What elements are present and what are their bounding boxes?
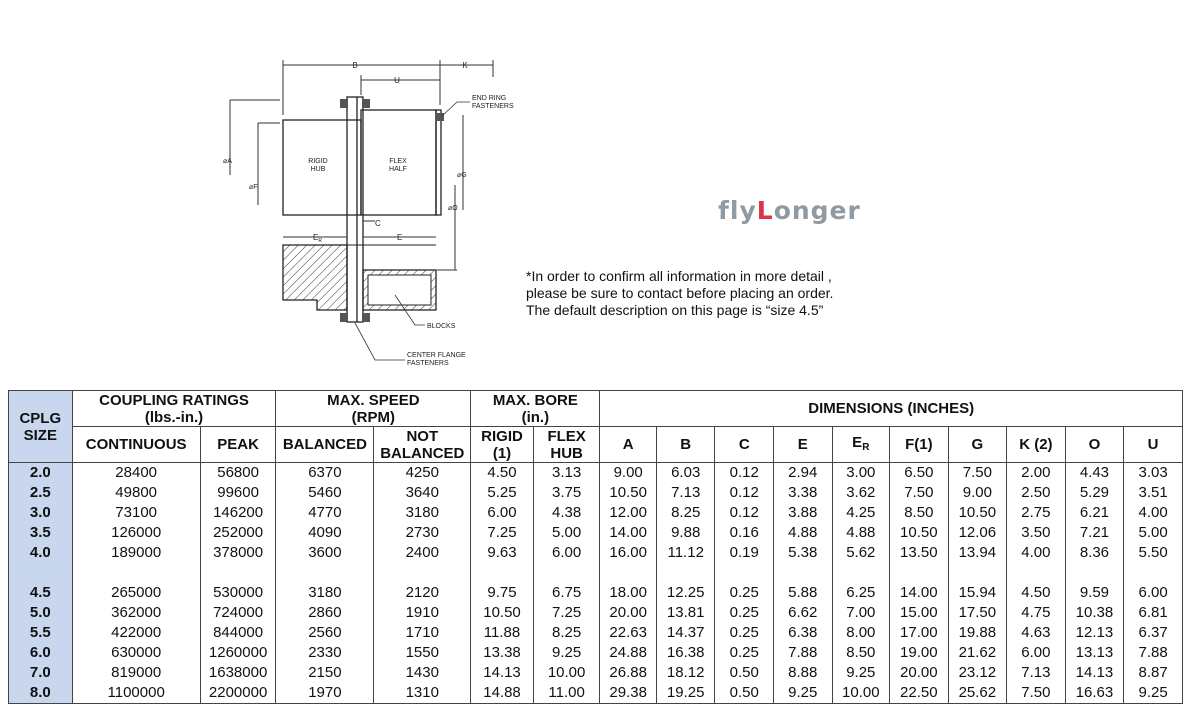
table-cell: 4.50: [471, 463, 534, 484]
table-cell: 9.25: [1124, 683, 1183, 704]
table-cell: 9.25: [774, 683, 833, 704]
table-cell: 844000: [200, 623, 276, 643]
dim-label-c: [375, 219, 381, 228]
table-cell: 1430: [374, 663, 471, 683]
table-cell: 8.36: [1065, 543, 1124, 563]
size-cell: 2.5: [9, 483, 73, 503]
header-peak: PEAK: [200, 427, 276, 463]
header-rigid-line2: (1): [492, 444, 512, 462]
table-cell: 630000: [72, 643, 200, 663]
table-cell: 16.38: [656, 643, 715, 663]
table-cell: 7.50: [890, 483, 949, 503]
size-cell: 2.0: [9, 463, 73, 484]
table-cell: 18.00: [600, 583, 657, 603]
table-cell: 6.62: [774, 603, 833, 623]
size-cell: 4.5: [9, 583, 73, 603]
table-cell: 16.63: [1065, 683, 1124, 704]
table-cell: 189000: [72, 543, 200, 563]
table-cell: 11.00: [533, 683, 600, 704]
header-size-line2: SIZE: [23, 426, 57, 444]
table-row: [9, 463, 1183, 484]
table-cell: 3180: [276, 583, 374, 603]
table-cell: 0.50: [715, 663, 774, 683]
table-cell: 19.00: [890, 643, 949, 663]
table-cell: 0.25: [715, 623, 774, 643]
table-cell: 2330: [276, 643, 374, 663]
table-cell: 10.50: [600, 483, 657, 503]
table-cell: 9.75: [471, 583, 534, 603]
header-bore-line1: MAX. BORE: [492, 391, 578, 409]
table-cell: 22.50: [890, 683, 949, 704]
table-cell: 9.63: [471, 543, 534, 563]
table-cell: 724000: [200, 603, 276, 623]
logo-prefix: fly: [718, 196, 757, 225]
table-cell: 530000: [200, 583, 276, 603]
table-cell: 5.88: [774, 583, 833, 603]
dim-label-o: ⌀O: [448, 205, 458, 212]
spacer-cell: [276, 563, 374, 583]
header-speed-line1: MAX. SPEED: [327, 391, 420, 409]
spacer-cell: [9, 563, 73, 583]
table-cell: 11.88: [471, 623, 534, 643]
table-cell: 6.38: [774, 623, 833, 643]
size-cell: 6.0: [9, 643, 73, 663]
table-cell: 3.88: [774, 503, 833, 523]
table-cell: 16.00: [600, 543, 657, 563]
spacer-cell: [533, 563, 600, 583]
header-continuous: CONTINUOUS: [72, 427, 200, 463]
table-cell: 3.00: [832, 463, 890, 484]
table-cell: 7.25: [471, 523, 534, 543]
header-speed-line2: (RPM): [351, 408, 395, 426]
table-cell: 6.00: [1124, 583, 1183, 603]
table-cell: 422000: [72, 623, 200, 643]
header-er-text: E: [852, 433, 863, 451]
table-cell: 3.75: [533, 483, 600, 503]
table-spacer-row: [9, 563, 1183, 583]
size-cell: 3.5: [9, 523, 73, 543]
size-cell: 8.0: [9, 683, 73, 704]
table-cell: 5.38: [774, 543, 833, 563]
table-cell: 12.06: [948, 523, 1007, 543]
table-cell: 10.00: [832, 683, 890, 704]
table-cell: 5.29: [1065, 483, 1124, 503]
table-cell: 6.37: [1124, 623, 1183, 643]
table-cell: 4.88: [774, 523, 833, 543]
header-dim-e: E: [774, 427, 833, 463]
table-cell: 23.12: [948, 663, 1007, 683]
table-cell: 2400: [374, 543, 471, 563]
header-dim-k: K (2): [1007, 427, 1066, 463]
table-cell: 6.03: [656, 463, 715, 484]
table-cell: 9.00: [948, 483, 1007, 503]
table-cell: 7.13: [1007, 663, 1066, 683]
table-cell: 7.88: [1124, 643, 1183, 663]
table-cell: 14.37: [656, 623, 715, 643]
table-cell: 13.94: [948, 543, 1007, 563]
table-cell: 8.25: [533, 623, 600, 643]
table-cell: 2120: [374, 583, 471, 603]
table-cell: 2.75: [1007, 503, 1066, 523]
size-cell: 3.0: [9, 503, 73, 523]
order-note: [526, 268, 833, 319]
header-bore-line2: (in.): [521, 408, 550, 426]
table-cell: 12.13: [1065, 623, 1124, 643]
dim-label-er-text: E: [313, 233, 319, 242]
table-cell: 20.00: [890, 663, 949, 683]
table-cell: 11.12: [656, 543, 715, 563]
table-cell: 8.25: [656, 503, 715, 523]
table-cell: 4.38: [533, 503, 600, 523]
table-cell: 15.00: [890, 603, 949, 623]
header-dim-er: [832, 427, 890, 463]
table-row: [9, 543, 1183, 563]
table-cell: 5.25: [471, 483, 534, 503]
table-row: [9, 603, 1183, 623]
header-dimensions: DIMENSIONS (INCHES): [600, 391, 1183, 427]
table-cell: 13.13: [1065, 643, 1124, 663]
table-cell: 3640: [374, 483, 471, 503]
header-dim-c: C: [715, 427, 774, 463]
header-dim-g: G: [948, 427, 1007, 463]
table-cell: 6.81: [1124, 603, 1183, 623]
header-cplg-size: [9, 391, 73, 463]
table-cell: 1638000: [200, 663, 276, 683]
table-cell: 2.50: [1007, 483, 1066, 503]
dim-label-u: U: [394, 76, 400, 85]
table-cell: 6.25: [832, 583, 890, 603]
table-cell: 4.50: [1007, 583, 1066, 603]
table-row: [9, 483, 1183, 503]
table-cell: 265000: [72, 583, 200, 603]
note-line-2: please be sure to contact before placing an order.: [526, 285, 834, 301]
table-cell: 0.25: [715, 583, 774, 603]
table-cell: 17.00: [890, 623, 949, 643]
spacer-cell: [72, 563, 200, 583]
table-cell: 7.50: [1007, 683, 1066, 704]
table-cell: 0.25: [715, 643, 774, 663]
dim-label-k: K: [462, 61, 468, 70]
label-end-ring-1: END RING: [472, 95, 507, 102]
table-cell: 19.88: [948, 623, 1007, 643]
table-row: [9, 523, 1183, 543]
table-cell: 25.62: [948, 683, 1007, 704]
table-cell: 15.94: [948, 583, 1007, 603]
table-cell: 1550: [374, 643, 471, 663]
header-max-bore: [471, 391, 600, 427]
label-end-ring-2: FASTENERS: [472, 103, 514, 110]
table-cell: 10.50: [890, 523, 949, 543]
table-cell: 0.12: [715, 483, 774, 503]
header-dim-o: O: [1065, 427, 1124, 463]
table-cell: 4.75: [1007, 603, 1066, 623]
spacer-cell: [832, 563, 890, 583]
label-rigid-hub-1: RIGID: [308, 158, 328, 165]
table-cell: 9.25: [832, 663, 890, 683]
spacer-cell: [948, 563, 1007, 583]
size-cell: 5.0: [9, 603, 73, 623]
table-cell: 1970: [276, 683, 374, 704]
header-max-speed: [276, 391, 471, 427]
table-cell: 8.88: [774, 663, 833, 683]
header-ratings-line1: COUPLING RATINGS: [99, 391, 249, 409]
table-row: [9, 643, 1183, 663]
size-cell: 5.5: [9, 623, 73, 643]
table-cell: 5.62: [832, 543, 890, 563]
table-cell: 7.00: [832, 603, 890, 623]
table-cell: 2.00: [1007, 463, 1066, 484]
header-flex-hub: [533, 427, 600, 463]
table-cell: 21.62: [948, 643, 1007, 663]
spacer-cell: [374, 563, 471, 583]
table-cell: 0.19: [715, 543, 774, 563]
table-cell: 1710: [374, 623, 471, 643]
label-flex-half-1: FLEX: [389, 158, 407, 165]
spacer-cell: [656, 563, 715, 583]
label-rigid-hub-2: HUB: [310, 166, 326, 173]
spec-table-body: [9, 463, 1183, 704]
dim-label-er-sub: R: [318, 238, 322, 244]
table-cell: 7.50: [948, 463, 1007, 484]
table-cell: 3.13: [533, 463, 600, 484]
table-cell: 14.13: [1065, 663, 1124, 683]
table-cell: 14.00: [600, 523, 657, 543]
table-cell: 252000: [200, 523, 276, 543]
header-dim-b: B: [656, 427, 715, 463]
table-cell: 8.50: [832, 643, 890, 663]
table-cell: 5460: [276, 483, 374, 503]
label-center-flange-1: CENTER FLANGE: [407, 352, 466, 359]
size-cell: 7.0: [9, 663, 73, 683]
dim-label-a: ⌀A: [223, 158, 232, 165]
table-cell: 12.00: [600, 503, 657, 523]
table-row: [9, 663, 1183, 683]
table-row: [9, 683, 1183, 704]
header-coupling-ratings: [72, 391, 276, 427]
label-center-flange-2: FASTENERS: [407, 360, 449, 367]
label-blocks: BLOCKS: [427, 323, 456, 330]
table-cell: 3.51: [1124, 483, 1183, 503]
logo-suffix: onger: [773, 196, 861, 225]
table-cell: 126000: [72, 523, 200, 543]
table-row: [9, 583, 1183, 603]
table-cell: 6.50: [890, 463, 949, 484]
table-cell: 5.00: [1124, 523, 1183, 543]
table-cell: 26.88: [600, 663, 657, 683]
table-cell: 6.00: [1007, 643, 1066, 663]
table-cell: 10.50: [471, 603, 534, 623]
note-line-3: The default description on this page is “size 4.5”: [526, 302, 824, 318]
table-cell: 9.59: [1065, 583, 1124, 603]
header-not-line1: NOT: [406, 427, 439, 445]
table-cell: 7.21: [1065, 523, 1124, 543]
table-cell: 1100000: [72, 683, 200, 704]
table-cell: 5.00: [533, 523, 600, 543]
header-rigid: [471, 427, 534, 463]
table-cell: 6.75: [533, 583, 600, 603]
table-cell: 146200: [200, 503, 276, 523]
table-cell: 4770: [276, 503, 374, 523]
table-cell: 2560: [276, 623, 374, 643]
table-cell: 0.16: [715, 523, 774, 543]
table-cell: 3.38: [774, 483, 833, 503]
header-dim-a: A: [600, 427, 657, 463]
note-line-1: *In order to confirm all information in more detail ,: [526, 268, 832, 284]
dim-label-f: ⌀F: [249, 184, 258, 191]
table-cell: 14.88: [471, 683, 534, 704]
table-cell: 0.50: [715, 683, 774, 704]
table-cell: 3.62: [832, 483, 890, 503]
table-cell: 14.13: [471, 663, 534, 683]
header-dim-u: U: [1124, 427, 1183, 463]
table-cell: 3.50: [1007, 523, 1066, 543]
spacer-cell: [200, 563, 276, 583]
dim-label-er: [313, 233, 322, 244]
table-cell: 9.25: [533, 643, 600, 663]
table-cell: 9.00: [600, 463, 657, 484]
table-cell: 19.25: [656, 683, 715, 704]
spacer-cell: [1124, 563, 1183, 583]
table-cell: 1910: [374, 603, 471, 623]
flylonger-logo: [718, 196, 861, 225]
spacer-cell: [890, 563, 949, 583]
spacer-cell: [715, 563, 774, 583]
header-rigid-line1: RIGID: [481, 427, 523, 445]
table-cell: 3180: [374, 503, 471, 523]
dim-label-g: ⌀G: [457, 172, 467, 179]
table-cell: 13.81: [656, 603, 715, 623]
table-cell: 4090: [276, 523, 374, 543]
table-cell: 18.12: [656, 663, 715, 683]
spacer-cell: [600, 563, 657, 583]
table-cell: 13.50: [890, 543, 949, 563]
table-cell: 56800: [200, 463, 276, 484]
table-cell: 4250: [374, 463, 471, 484]
table-cell: 12.25: [656, 583, 715, 603]
spacer-cell: [1007, 563, 1066, 583]
table-cell: 10.50: [948, 503, 1007, 523]
table-cell: 0.25: [715, 603, 774, 623]
table-cell: 24.88: [600, 643, 657, 663]
table-cell: 4.00: [1124, 503, 1183, 523]
table-cell: 2730: [374, 523, 471, 543]
table-cell: 2150: [276, 663, 374, 683]
table-cell: 73100: [72, 503, 200, 523]
table-cell: 2860: [276, 603, 374, 623]
coupling-spec-table: [8, 390, 1183, 704]
table-cell: 0.12: [715, 463, 774, 484]
table-cell: 1260000: [200, 643, 276, 663]
dim-label-c-text: C: [375, 219, 381, 228]
header-flex-line2: HUB: [550, 444, 583, 462]
table-row: [9, 623, 1183, 643]
table-cell: 29.38: [600, 683, 657, 704]
table-cell: 2200000: [200, 683, 276, 704]
table-cell: 4.63: [1007, 623, 1066, 643]
table-cell: 28400: [72, 463, 200, 484]
table-cell: 14.00: [890, 583, 949, 603]
spacer-cell: [774, 563, 833, 583]
table-cell: 6.21: [1065, 503, 1124, 523]
table-cell: 4.43: [1065, 463, 1124, 484]
table-cell: 99600: [200, 483, 276, 503]
table-cell: 9.88: [656, 523, 715, 543]
table-cell: 6.00: [471, 503, 534, 523]
table-cell: 8.50: [890, 503, 949, 523]
table-cell: 7.25: [533, 603, 600, 623]
dim-label-b: B: [352, 61, 358, 70]
header-balanced: BALANCED: [276, 427, 374, 463]
table-cell: 5.50: [1124, 543, 1183, 563]
header-dim-f: F(1): [890, 427, 949, 463]
table-cell: 7.13: [656, 483, 715, 503]
table-cell: 8.00: [832, 623, 890, 643]
label-flex-half-2: HALF: [389, 166, 407, 173]
table-cell: 3600: [276, 543, 374, 563]
spacer-cell: [1065, 563, 1124, 583]
table-cell: 378000: [200, 543, 276, 563]
dim-label-e: E: [397, 233, 403, 242]
header-er-sub: R: [862, 441, 870, 453]
table-cell: 10.38: [1065, 603, 1124, 623]
table-cell: 819000: [72, 663, 200, 683]
header-not-line2: BALANCED: [380, 444, 465, 462]
table-cell: 1310: [374, 683, 471, 704]
table-cell: 20.00: [600, 603, 657, 623]
table-cell: 362000: [72, 603, 200, 623]
header-size-line1: CPLG: [19, 409, 62, 427]
table-row: [9, 503, 1183, 523]
logo-accent: L: [756, 196, 774, 225]
table-cell: 4.00: [1007, 543, 1066, 563]
table-cell: 8.87: [1124, 663, 1183, 683]
spacer-cell: [471, 563, 534, 583]
table-cell: 0.12: [715, 503, 774, 523]
header-not-balanced: [374, 427, 471, 463]
table-cell: 10.00: [533, 663, 600, 683]
table-cell: 6.00: [533, 543, 600, 563]
table-cell: 49800: [72, 483, 200, 503]
table-cell: 6370: [276, 463, 374, 484]
table-cell: 4.88: [832, 523, 890, 543]
table-cell: 3.03: [1124, 463, 1183, 484]
table-cell: 13.38: [471, 643, 534, 663]
table-cell: 4.25: [832, 503, 890, 523]
table-cell: 2.94: [774, 463, 833, 484]
size-cell: 4.0: [9, 543, 73, 563]
table-cell: 17.50: [948, 603, 1007, 623]
table-cell: 22.63: [600, 623, 657, 643]
header-flex-line1: FLEX: [547, 427, 586, 445]
header-ratings-line2: (lbs.-in.): [144, 408, 204, 426]
table-cell: 7.88: [774, 643, 833, 663]
coupling-section-drawing: [225, 55, 535, 375]
